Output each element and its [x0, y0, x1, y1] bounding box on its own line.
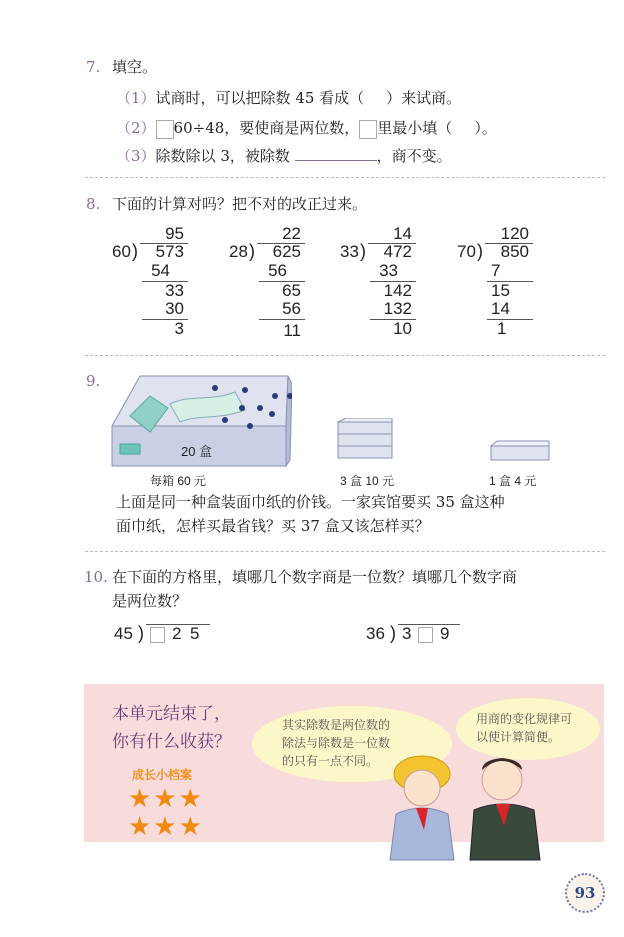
quotient: 14 — [393, 224, 412, 243]
step: 132 — [383, 299, 412, 318]
divider — [85, 177, 605, 178]
q7-item-3 — [116, 145, 452, 166]
long-division-2 — [229, 224, 309, 340]
q10-line-1: 在下面的方格里，填哪几个数字商是一位数？填哪几个数字商 — [112, 568, 518, 586]
item-label: （1） — [116, 89, 156, 107]
digit: 2 — [172, 624, 182, 643]
step: 142 — [383, 281, 412, 300]
blank-box[interactable] — [359, 120, 377, 139]
divisor: 33 — [340, 242, 359, 261]
banner-line: 你有什么收获？ — [112, 732, 231, 752]
q7-item-2 — [116, 117, 497, 139]
step: 3 — [174, 319, 184, 338]
step: 33 — [165, 281, 184, 300]
growth-archive-label: 成长小档案 — [132, 768, 193, 782]
step: 54 — [151, 261, 170, 280]
divisor: 45 — [114, 624, 133, 643]
price-single-box: 1 盒 4 元 — [489, 474, 537, 488]
q7-number: 7. — [86, 58, 101, 76]
bubble-line: 以使计算简便。 — [476, 730, 561, 744]
dividend: 472 — [383, 242, 412, 261]
long-division-4 — [457, 224, 537, 338]
q10-number: 10. — [84, 568, 108, 586]
item-text: 试商时，可以把除数 45 看成（ — [155, 89, 365, 107]
step: 33 — [379, 261, 398, 280]
stars-row-2[interactable]: ★★★ — [128, 812, 204, 842]
digit-box[interactable] — [150, 627, 165, 643]
q7-item-1 — [116, 87, 461, 108]
step: 65 — [282, 281, 301, 300]
banner-line: 本单元结束了， — [112, 704, 231, 724]
divisor: 28 — [229, 242, 248, 261]
bubble-line: 的只有一点不同。 — [282, 754, 379, 768]
item-text: 里最小填（ — [377, 119, 453, 137]
bubble-line: 除法与除数是一位数 — [282, 736, 391, 750]
price-carton: 每箱 60 元 — [150, 474, 207, 488]
digit: 5 — [190, 624, 200, 643]
q8-number: 8. — [86, 195, 101, 213]
division-bracket: ) — [132, 241, 138, 261]
single-tissue-box-illustration — [489, 440, 551, 464]
divisor: 60 — [112, 242, 131, 261]
dividend: 573 — [155, 242, 184, 261]
quotient: 120 — [500, 224, 529, 243]
divider — [85, 355, 605, 356]
bubble-line: 用商的变化规律可 — [476, 712, 573, 726]
q9-number: 9. — [86, 372, 101, 390]
item-text: 除数除以 3，被除数 — [155, 147, 290, 165]
item-text: ，商不变。 — [376, 147, 452, 165]
long-division-1 — [112, 224, 192, 338]
q8-title: 下面的计算对吗？把不对的改正过来。 — [112, 195, 368, 213]
step: 10 — [393, 319, 412, 338]
quotient: 22 — [282, 224, 301, 243]
division-puzzle-2 — [366, 622, 476, 646]
q10-line-2: 是两位数？ — [112, 592, 188, 610]
step: 11 — [283, 321, 301, 340]
dividend: 850 — [500, 242, 529, 261]
division-bracket: ) — [138, 623, 144, 643]
step: 56 — [268, 261, 287, 280]
step: 1 — [497, 319, 507, 338]
three-tissue-boxes-illustration — [336, 418, 394, 464]
banner-title — [112, 700, 231, 756]
price-three-boxes: 3 盒 10 元 — [340, 474, 395, 488]
item-label: （2） — [116, 119, 156, 137]
speech-bubble-boy — [456, 698, 600, 760]
step: 56 — [282, 299, 301, 318]
division-puzzle-1 — [114, 622, 224, 646]
divider — [85, 551, 605, 552]
step: 30 — [165, 299, 184, 318]
digit: 3 — [402, 624, 412, 643]
q7-title: 填空。 — [112, 58, 158, 76]
item-label: （3） — [116, 147, 156, 165]
digit-box[interactable] — [418, 627, 433, 643]
division-bracket: ) — [249, 241, 255, 261]
long-division-3 — [340, 224, 420, 338]
dividend: 625 — [272, 242, 301, 261]
divisor: 36 — [366, 624, 385, 643]
q9-line-2: 面巾纸，怎样买最省钱？买 37 盒又该怎样买？ — [116, 517, 430, 535]
step: 14 — [491, 299, 510, 318]
step: 15 — [491, 281, 510, 300]
blank-box[interactable] — [156, 120, 174, 139]
division-bracket: ) — [477, 241, 483, 261]
quotient: 95 — [165, 224, 184, 243]
division-bracket: ) — [360, 241, 366, 261]
item-text: 60÷48，要使商是两位数， — [173, 119, 360, 137]
step: 7 — [491, 261, 501, 280]
stars-row-1[interactable]: ★★★ — [128, 784, 204, 814]
digit: 9 — [440, 624, 450, 643]
bubble-line: 其实除数是两位数的 — [282, 718, 391, 732]
divisor: 70 — [457, 242, 476, 261]
answer-blank[interactable] — [295, 146, 377, 161]
item-text: ）。 — [474, 119, 497, 137]
q9-line-1: 上面是同一种盒装面巾纸的价钱。一家宾馆要买 35 盒这种 — [116, 493, 505, 511]
children-illustration — [382, 752, 552, 862]
division-bracket: ) — [390, 623, 396, 643]
page-number: 93 — [565, 873, 605, 913]
carton-label: 20 盒 — [181, 444, 213, 459]
item-text: ）来试商。 — [386, 89, 462, 107]
